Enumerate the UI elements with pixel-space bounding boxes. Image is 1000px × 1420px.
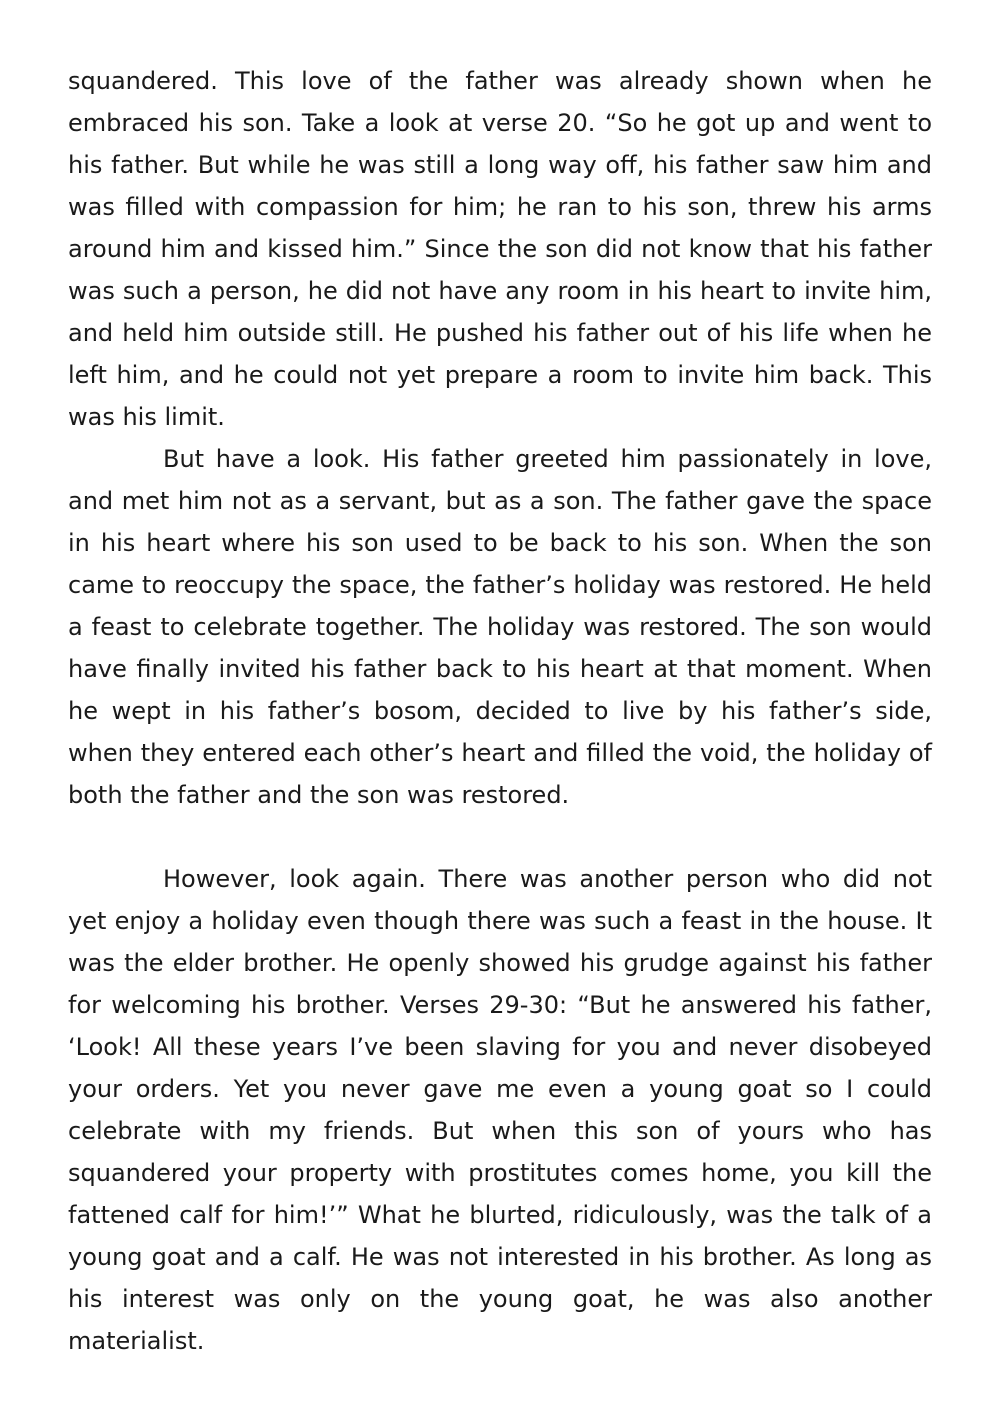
- paragraph-1: squandered. This love of the father was already shown when he embraced his son. Take a look at verse 20. “So he got up and went to his father. But while he was still a long way off, his father saw him and was filled with compassion for him; he ran to his son, threw his arms around him and kissed him.” Since the son did not know that his father was such a person, he did not have any room in his heart to invite him, and held him outside still. He pushed his father out of his life when he left him, and he could not yet prepare a room to invite him back. This was his limit.: [68, 67, 932, 431]
- paragraph-spacer: [68, 816, 932, 858]
- paragraph-3: However, look again. There was another person who did not yet enjoy a holiday even though there was such a feast in the house. It was the elder brother. He openly showed his grudge against his father for welcoming his brother. Verses 29-30: “But he answered his father, ‘Look! All these years I’ve been slaving for you and never disobeyed your orders. Yet you never gave me even a young goat so I could celebrate with my friends. But when this son of yours who has squandered your property with prostitutes comes home, you kill the fattened calf for him!’” What he blurted, ridiculously, was the talk of a young goat and a calf. He was not interested in his brother. As long as his interest was only on the young goat, he was also another materialist.: [68, 865, 932, 1355]
- document-page: [68, 60, 932, 1362]
- paragraph-2: But have a look. His father greeted him passionately in love, and met him not as a servant, but as a son. The father gave the space in his heart where his son used to be back to his son. When the son came to reoccupy the space, the father’s holiday was restored. He held a feast to celebrate together. The holiday was restored. The son would have finally invited his father back to his heart at that moment. When he wept in his father’s bosom, decided to live by his father’s side, when they entered each other’s heart and filled the void, the holiday of both the father and the son was restored.: [68, 445, 932, 809]
